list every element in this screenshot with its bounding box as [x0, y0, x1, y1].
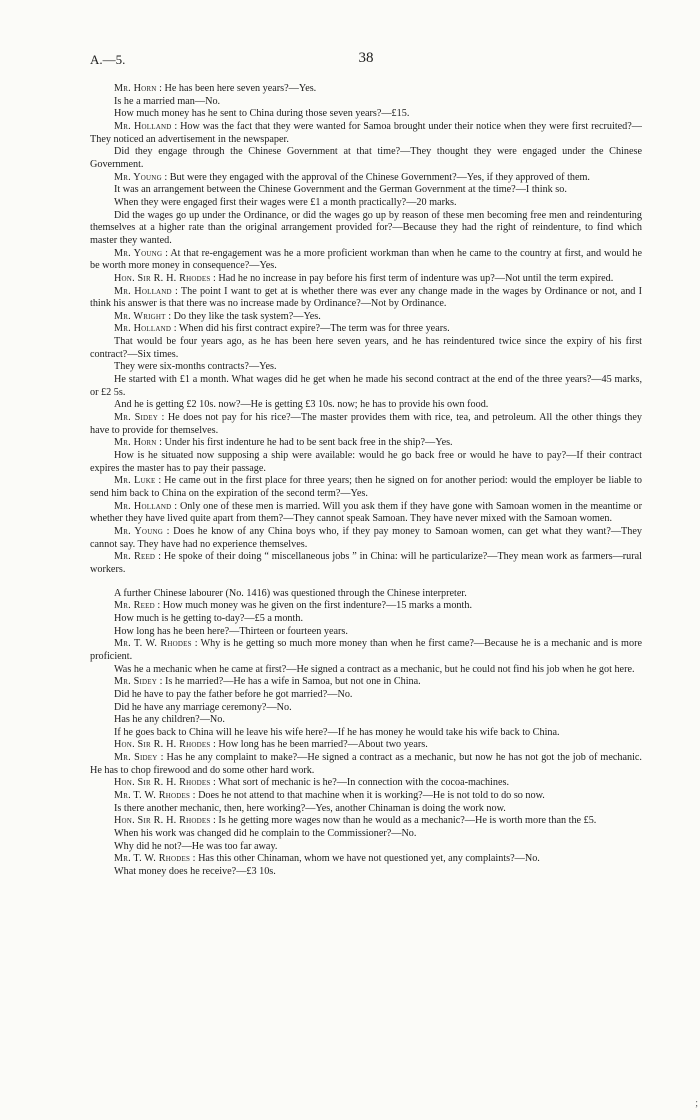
testimony-paragraph: Hon. Sir R. H. Rhodes : How long has he been married?—About two years.	[114, 739, 428, 751]
testimony-paragraph	[90, 361, 642, 374]
testimony-paragraph: Mr. Young : At that re-engagement was he a more proficient workman than when he came to the country at first, and would he be worth more money in consequence?—Yes.	[90, 247, 642, 272]
testimony-paragraph: Mr. Sidey : He does not pay for his rice?—The master provides them with rice, tea, and petroleum. All the other things they have to provide for themselves.	[90, 412, 642, 436]
speaker-name: Mr. Holland	[114, 323, 172, 335]
speaker-name: Mr. Holland	[114, 285, 172, 297]
page-header	[90, 52, 642, 72]
testimony-paragraph: Mr. Holland : Only one of these men is married. Will you ask them if they have gone with Samoan women in the meantime or whether they have lived quite apart from them?—They cannot speak Samoan. They have never mixed with the Samoan women.	[90, 500, 642, 525]
speaker-name: Mr. Young	[114, 247, 163, 259]
testimony-paragraph: Mr. Holland : The point I want to get at is whether there was ever any change made in the wages by Ordinance or not, and I think his answer is that there was no increase made by Ordinance?—Not by Ordinance.	[90, 285, 643, 310]
speaker-name: Mr. Reed	[114, 600, 155, 612]
paragraph-text: Has he any complaint to make?—He signed a contract as a mechanic, but now he has not got the job of mechanic. He has to chop firewood and do some other hard work.	[90, 752, 642, 776]
testimony-paragraph: Mr. Reed : How much money was he given on the first indenture?—15 marks a month.	[114, 600, 473, 612]
paragraph-text: Why did he not?—He was too far away.	[114, 840, 278, 852]
testimony-paragraph	[90, 714, 642, 727]
paragraph-text: At that re-engagement was he a more proficient workman than when he came to the country at first, and would he be worth more money in consequence?—Yes.	[90, 247, 642, 272]
speaker-name: Mr. Horn	[114, 437, 157, 449]
testimony-paragraph	[90, 828, 642, 841]
testimony-paragraph	[90, 702, 642, 715]
paragraph-text: And he is getting £2 10s. now?—He is getting £3 10s. now; he has to provide his own food.	[114, 399, 489, 411]
testimony-paragraph: Mr. Sidey : Is he married?—He has a wife in Samoa, but not one in China.	[114, 676, 421, 688]
testimony-paragraph: Mr. Young : Does he know of any China boys who, if they pay money to Samoan women, can get what they want?—They cannot say. They have had no experience themselves.	[90, 525, 642, 550]
speaker-name: Mr. Sidey	[114, 412, 158, 424]
paragraph-text: A further Chinese labourer (No. 1416) was questioned through the Chinese interpreter.	[114, 587, 467, 599]
paragraph-text: He started with £1 a month. What wages did he get when he made his second contract at the end of the three years?—45 marks, or £2 5s.	[90, 374, 642, 398]
speaker-name: Hon. Sir R. H. Rhodes	[114, 272, 211, 284]
testimony-paragraph: Mr. Wright : Do they like the task system?—Yes.	[114, 310, 321, 322]
paragraph-text: Is he getting more wages now than he would as a mechanic?—He is worth more than the £5.	[218, 815, 597, 827]
speaker-name: Hon. Sir R. H. Rhodes	[114, 815, 211, 827]
paragraph-text: Had he no increase in pay before his first term of indenture was up?—Not until the term expired.	[218, 272, 614, 284]
paragraph-text: Is he married?—He has a wife in Samoa, but not one in China.	[164, 676, 421, 688]
paragraph-text: They were six-months contracts?—Yes.	[114, 361, 277, 373]
testimony-paragraph	[90, 841, 642, 854]
paragraph-text: Is there another mechanic, then, here working?—Yes, another Chinaman is doing the work now.	[114, 802, 506, 814]
testimony-paragraph: Hon. Sir R. H. Rhodes : Had he no increase in pay before his first term of indenture was up?—Not until the term expired.	[114, 272, 614, 284]
speaker-name: Mr. T. W. Rhodes	[114, 853, 191, 865]
testimony-paragraph: Mr. T. W. Rhodes : Does he not attend to that machine when it is working?—He is not told to do so now.	[114, 790, 545, 802]
testimony-paragraph	[90, 626, 642, 639]
paragraph-text: How long has he been here?—Thirteen or fourteen years.	[114, 625, 348, 637]
paragraph-text: What sort of mechanic is he?—In connection with the cocoa-machines.	[218, 777, 510, 789]
paragraph-text: But were they engaged with the approval of the Chinese Government?—Yes, if they approved of them.	[169, 171, 590, 183]
testimony-paragraph	[90, 108, 642, 121]
testimony-paragraph	[90, 664, 642, 677]
paragraph-text: The point I want to get at is whether there was ever any change made in the wages by Ordinance or not, and I think his answer is that there was no increase made by Ordinance?—Not by Ordinance.	[90, 285, 643, 310]
paragraph-text: Has this other Chinaman, whom we have not questioned yet, any complaints?—No.	[198, 853, 540, 865]
minutes-body	[90, 83, 642, 879]
speaker-name: Mr. Sidey	[114, 676, 158, 688]
testimony-paragraph: Mr. Holland : When did his first contract expire?—The term was for three years.	[114, 323, 450, 335]
speaker-name: Mr. Horn	[114, 83, 157, 94]
speaker-name: Mr. T. W. Rhodes	[114, 790, 191, 802]
testimony-paragraph: Mr. Sidey : Has he any complaint to make?—He signed a contract as a mechanic, but now he has not got the job of mechanic. He has to chop firewood and do some other hard work.	[90, 752, 642, 776]
margin-mark: ;	[695, 1098, 698, 1109]
testimony-paragraph: Mr. Reed : He spoke of their doing “ miscellaneous jobs ” in China: will he particularize?—They mean work as farmers—rural workers.	[90, 551, 642, 575]
paragraph-text: Did he have to pay the father before he got married?—No.	[114, 688, 353, 700]
testimony-paragraph: Mr. Luke : He came out in the first place for three years; then he signed on for another period: would the employer be liable to send him back to China on the expiration of the second term?—Yes.	[90, 475, 642, 499]
page-number: 38	[358, 50, 374, 66]
testimony-paragraph	[90, 336, 642, 361]
paragraph-text: How was the fact that they were wanted for Samoa brought under their notice when they were first recruited?—They noticed an advertisement in the newspaper.	[90, 120, 642, 145]
testimony-paragraph	[90, 613, 642, 626]
paragraph-text: Did the wages go up under the Ordinance, or did the wages go up by reason of these men becoming free men and reindenturing themselves at a higher rate than the original arrangement provided for?—Because they had the right of reindenture, to find which master they wanted.	[90, 209, 642, 246]
paragraph-text: How long has he been married?—About two years.	[218, 739, 428, 751]
paragraph-text: Did they engage through the Chinese Government at that time?—They thought they were engaged under the Chinese Government.	[90, 146, 642, 170]
paragraph-text: Is he a married man—No.	[114, 95, 221, 107]
testimony-paragraph: Hon. Sir R. H. Rhodes : What sort of mechanic is he?—In connection with the cocoa-machines.	[114, 777, 510, 789]
paragraph-text: Under his first indenture he had to be sent back free in the ship?—Yes.	[164, 437, 453, 449]
testimony-paragraph	[90, 588, 642, 601]
speaker-name: Hon. Sir R. H. Rhodes	[114, 777, 211, 789]
testimony-paragraph: Mr. T. W. Rhodes : Why is he getting so much more money than when he first came?—Because he is a mechanic and is more proficient.	[90, 638, 642, 662]
paragraph-text: Why is he getting so much more money than when he first came?—Because he is a mechanic and is more proficient.	[90, 638, 642, 662]
paragraph-text: He spoke of their doing “ miscellaneous jobs ” in China: will he particularize?—They mean work as farmers—rural workers.	[90, 551, 642, 575]
testimony-paragraph	[90, 866, 642, 879]
testimony-paragraph	[90, 803, 642, 816]
paragraph-text: Do they like the task system?—Yes.	[173, 310, 321, 322]
testimony-paragraph	[90, 96, 642, 109]
testimony-paragraph: Mr. T. W. Rhodes : Has this other Chinaman, whom we have not questioned yet, any complaints?—No.	[114, 853, 540, 865]
speaker-name: Mr. Reed	[114, 551, 156, 563]
speaker-name: Mr. Luke	[114, 475, 156, 487]
paragraph-text: When they were engaged first their wages were £1 a month practically?—20 marks.	[114, 196, 457, 208]
paragraph-text: Has he any children?—No.	[114, 714, 225, 726]
testimony-paragraph	[90, 210, 642, 248]
testimony-paragraph: Mr. Horn : He has been here seven years?—Yes.	[114, 83, 317, 94]
series-reference: A.—5.	[90, 52, 126, 67]
speaker-name: Mr. Sidey	[114, 752, 158, 764]
testimony-paragraph	[90, 727, 642, 740]
paragraph-text: How much is he getting to-day?—£5 a month.	[114, 612, 304, 624]
speaker-name: Hon. Sir R. H. Rhodes	[114, 739, 211, 751]
testimony-paragraph	[90, 374, 642, 399]
paragraph-text: It was an arrangement between the Chinese Government and the German Government at the time?—I think so.	[114, 184, 567, 196]
paragraph-text: He has been here seven years?—Yes.	[164, 83, 317, 94]
speaker-name: Mr. Holland	[114, 500, 172, 512]
speaker-name: Mr. T. W. Rhodes	[114, 638, 192, 650]
paragraph-text: Was he a mechanic when he came at first?—He signed a contract as a mechanic, but he could not find his job when he got here.	[114, 663, 635, 675]
paragraph-text: Only one of these men is married. Will you ask them if they have gone with Samoan women in the meantime or whether they have lived quite apart from them?—They cannot speak Samoan. They have never mixed with the Samoan women.	[90, 500, 642, 525]
paragraph-text: What money does he receive?—£3 10s.	[114, 866, 276, 878]
paragraph-text: When his work was changed did he complain to the Commissioner?—No.	[114, 828, 417, 840]
paragraph-text: He came out in the first place for three years; then he signed on for another period: would the employer be liable to send him back to China on the expiration of the second term?—Yes.	[90, 475, 642, 499]
paragraph-text: How is he situated now supposing a ship were available: would he go back free or would he have to pay?—If their contract expires the master has to pay their passage.	[90, 450, 642, 474]
testimony-paragraph	[90, 450, 642, 475]
speaker-name: Mr. Wright	[114, 310, 166, 322]
testimony-paragraph	[90, 146, 642, 171]
speaker-name: Mr. Young	[114, 171, 162, 183]
testimony-paragraph: Hon. Sir R. H. Rhodes : Is he getting more wages now than he would as a mechanic?—He is worth more than the £5.	[114, 815, 597, 827]
testimony-paragraph: Mr. Young : But were they engaged with the approval of the Chinese Government?—Yes, if they approved of them.	[114, 171, 590, 183]
testimony-paragraph: Mr. Holland : How was the fact that they were wanted for Samoa brought under their notice when they were first recruited?—They noticed an advertisement in the newspaper.	[90, 120, 642, 145]
testimony-paragraph	[90, 197, 642, 210]
paragraph-text: How much money was he given on the first indenture?—15 marks a month.	[162, 600, 473, 612]
paragraph-text: Did he have any marriage ceremony?—No.	[114, 701, 292, 713]
paragraph-text: How much money has he sent to China during those seven years?—£15.	[114, 108, 410, 120]
paragraph-text: Does he know of any China boys who, if they pay money to Samoan women, can get what they want?—They cannot say. They have had no experience themselves.	[90, 525, 642, 550]
testimony-paragraph	[90, 399, 642, 412]
paragraph-text: When did his first contract expire?—The term was for three years.	[178, 323, 450, 335]
testimony-paragraph	[90, 184, 642, 197]
paragraph-text: Does he not attend to that machine when it is working?—He is not told to do so now.	[198, 790, 545, 802]
testimony-paragraph	[90, 689, 642, 702]
paragraph-text: If he goes back to China will he leave his wife here?—If he has money he would take his wife back to China.	[114, 726, 560, 738]
paragraph-text: That would be four years ago, as he has been here seven years, and he has reindentured twice since the expiry of his first contract?—Six times.	[90, 336, 642, 360]
speaker-name: Mr. Young	[114, 525, 163, 537]
speaker-name: Mr. Holland	[114, 120, 172, 132]
paragraph-text: He does not pay for his rice?—The master provides them with rice, tea, and petroleum. All the other things they have to provide for themselves.	[90, 412, 642, 436]
testimony-paragraph: Mr. Horn : Under his first indenture he had to be sent back free in the ship?—Yes.	[114, 437, 453, 449]
